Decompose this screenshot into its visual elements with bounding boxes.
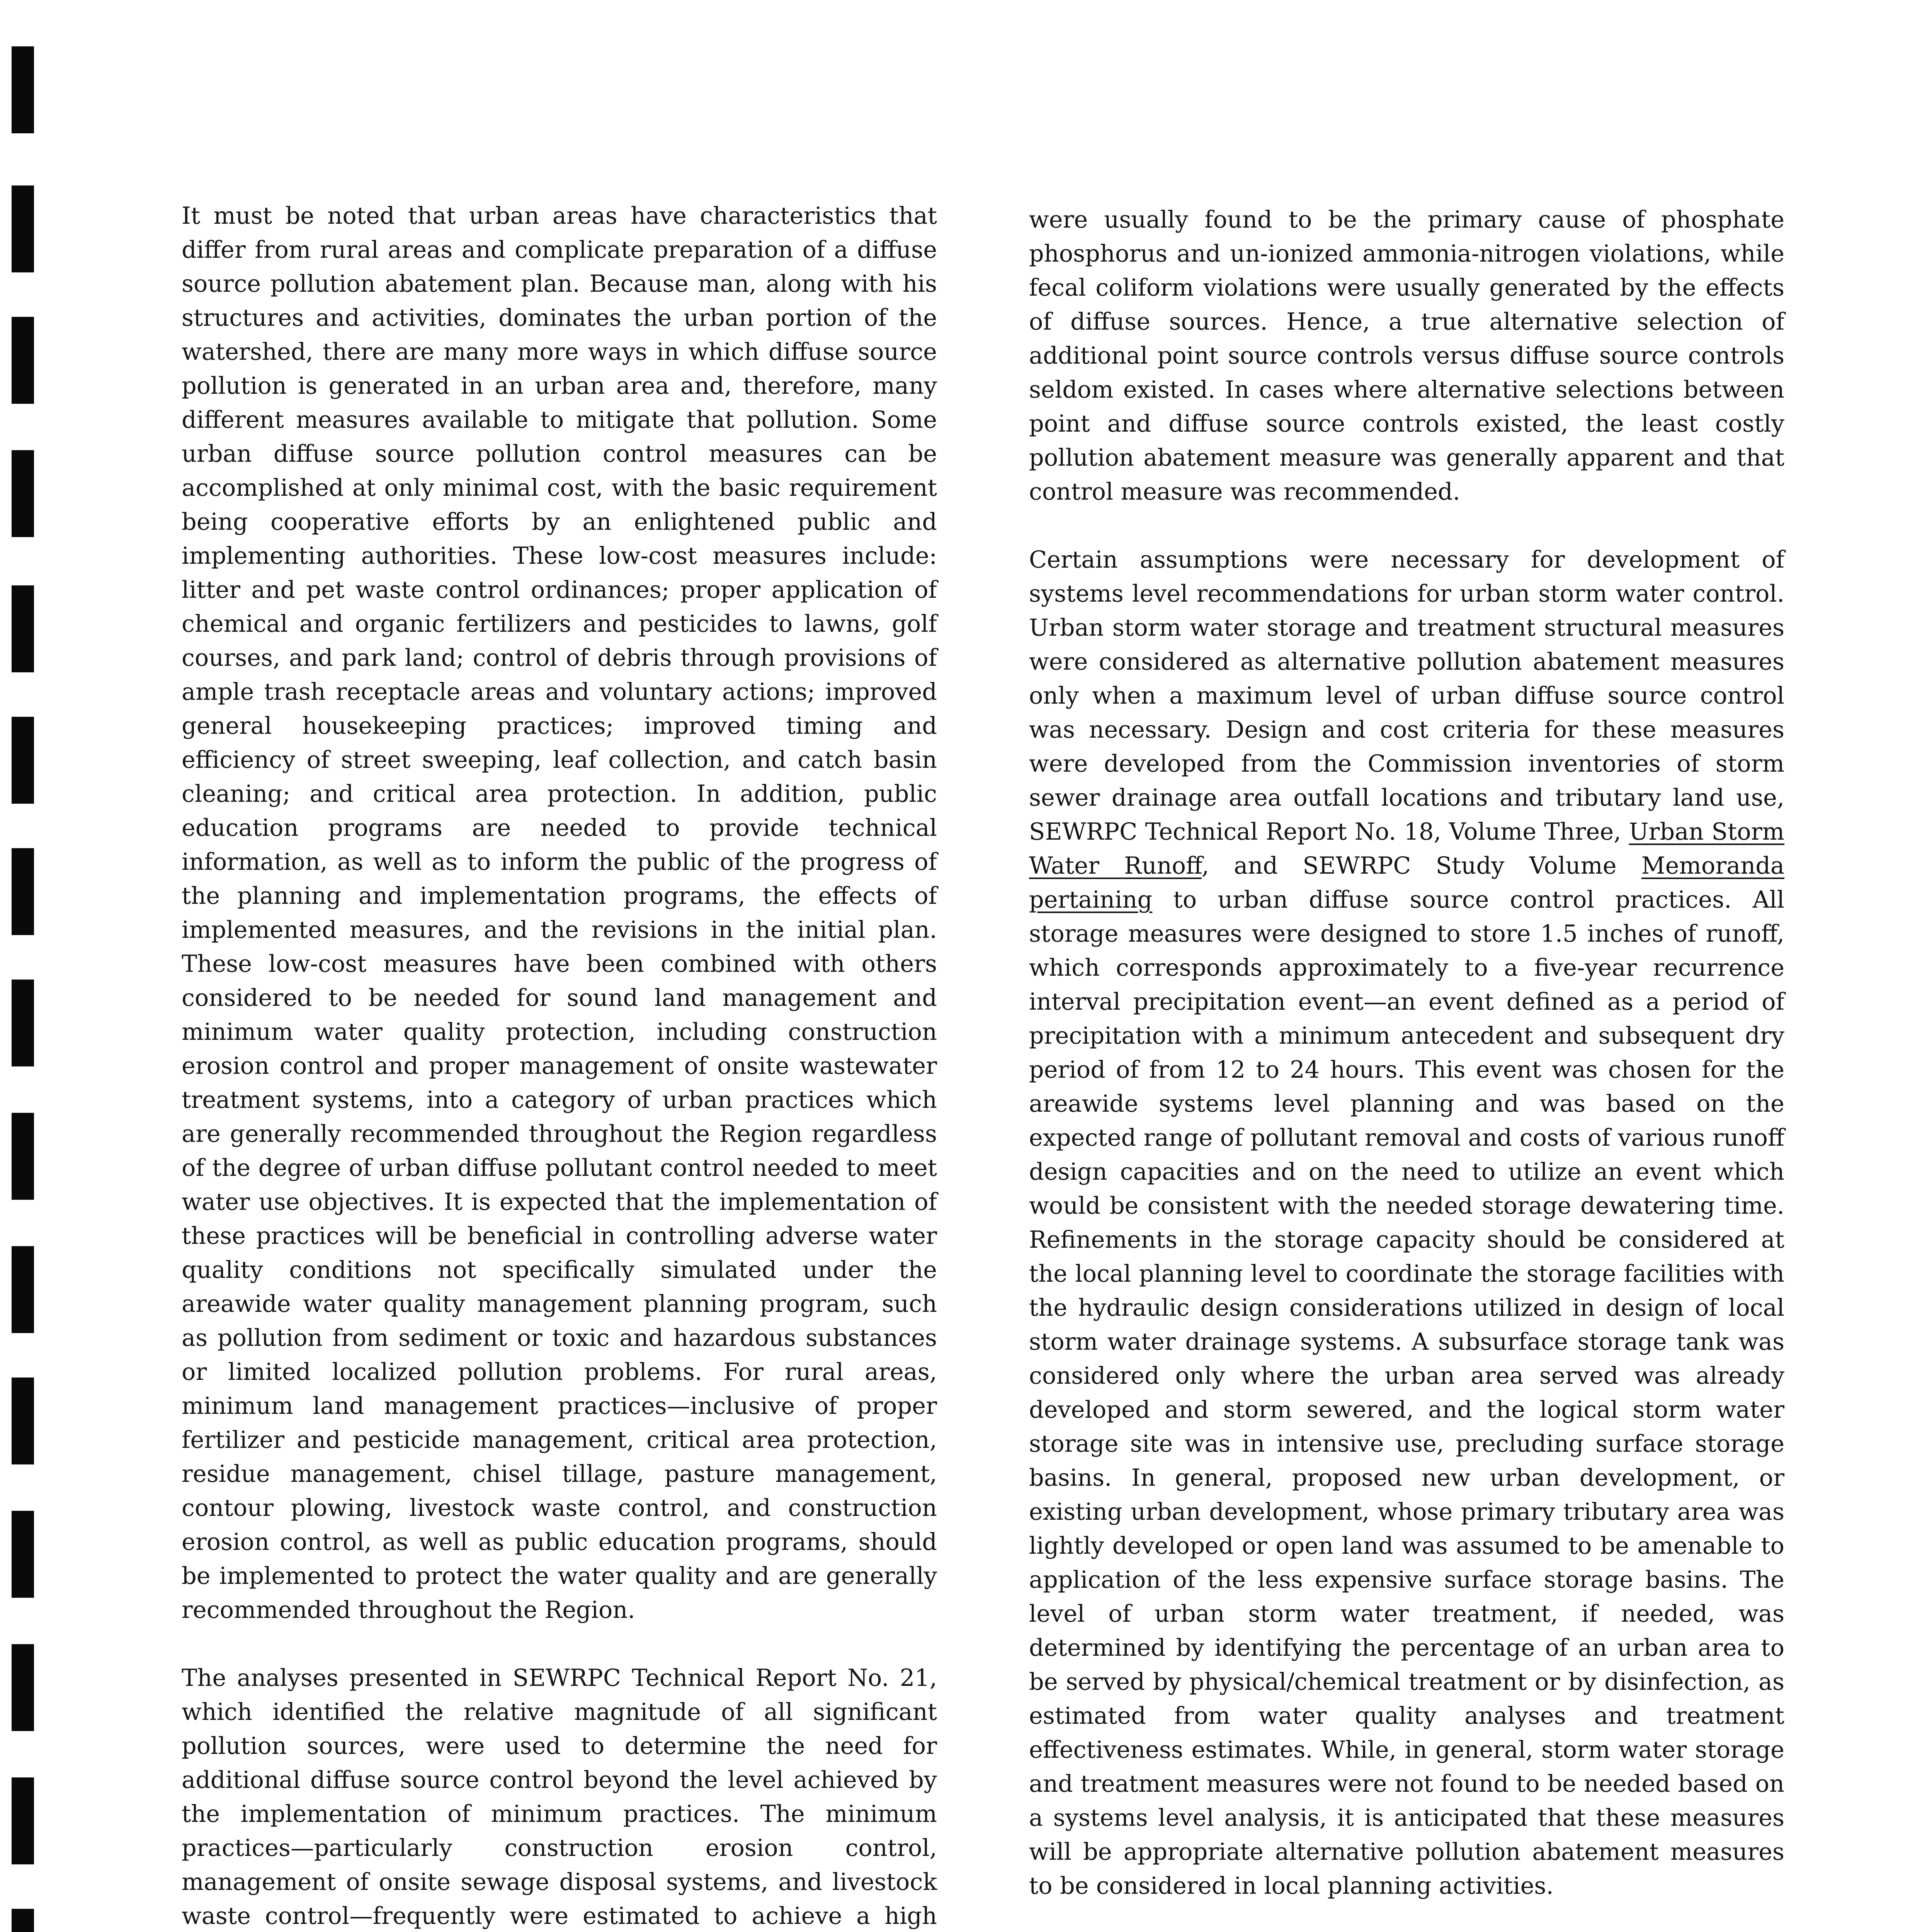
binding-mark xyxy=(12,1113,34,1200)
paragraph xyxy=(1029,543,1784,1903)
binding-mark xyxy=(12,450,34,537)
report-title: Urban Storm Water Runoff xyxy=(1029,818,1784,879)
binding-mark xyxy=(12,848,34,935)
paragraph: The analyses presented in SEWRPC Technical Report No. 21, which identified the relative magnitude of all significant pollution sources, were used to determine the need for additional diffuse source control beyond the level achieved by the implementation of minimum practices. The minimum practices—particularly construction erosion control, management of onsite sewage disposal systems, and livestock waste control—frequently were estimated to achieve a high xyxy=(182,1665,937,1930)
binding-mark xyxy=(12,1644,34,1731)
binding-mark xyxy=(12,46,34,133)
report-title: Memoranda pertaining xyxy=(1029,852,1784,913)
left-column xyxy=(182,199,937,1932)
right-column xyxy=(1029,203,1784,1932)
binding-mark xyxy=(12,585,34,672)
binding-marks xyxy=(12,0,34,1932)
binding-mark xyxy=(12,1777,34,1864)
text-run: Certain assumptions were necessary for development of systems level recommendations for urban storm water control. Urban storm water storage and treatment structural measures were considered as alternative pollution abatement measures only when a maximum level of urban diffuse source control was necessary. Design and cost criteria for these measures were developed from the Commission inventories of storm sewer drainage area outfall locations and tributary land use, SEWRPC Technical Report No. 18, Volume Three, xyxy=(1029,546,1784,845)
binding-mark xyxy=(12,1378,34,1464)
text-run: to urban diffuse source control practices. All storage measures were designed to store 1.5 inches of runoff, which corresponds approximately to a five-year recurrence interval precipitation event—an event defined as a period of precipitation with a minimum antecedent and subsequent dry period of from 12 to 24 hours. This event was chosen for the areawide systems level planning and was based on the expected range of pollutant removal and costs of various runoff design capacities and on the need to utilize an event which would be consistent with the needed storage dewatering time. Refinements in the storage capacity should be considered at the local planning level to coordinate the storage facilities with the hydraulic design considerations utilized in design of local storm water drainage systems. A subsurface storage tank was considered only where the urban area served was already developed and storm sewered, and the logical storm water storage site was in intensive use, precluding surface storage basins. In general, proposed new urban development, or existing urban development, whose primary tributary area was lightly developed or open land was assumed to be amenable to application of the less expensive surface storage basins. The level of urban storm water treatment, if needed, was determined by identifying the percentage of an urban area to be served by physical/chemical treatment or by disinfection, as estimated from water quality analyses and treatment effectiveness estimates. While, in general, storm water storage and treatment measures were not found to be needed based on a systems level analysis, it is anticipated that these measures will be appropriate alternative pollution abatement measures to be considered in local planning activities. xyxy=(1029,886,1784,1900)
binding-mark xyxy=(12,717,34,804)
binding-mark xyxy=(12,1246,34,1333)
paragraph: It must be noted that urban areas have characteristics that differ from rural areas and complicate preparation of a diffuse source pollution abatement plan. Because man, along with his structures and activities, dominates the urban portion of the watershed, there are many more ways in which diffuse source pollution is generated in an urban area and, therefore, many different measures available to mitigate that pollution. Some urban diffuse source pollution control measures can be accomplished at only minimal cost, with the basic requirement being cooperative efforts by an enlightened public and implementing authorities. These low-cost measures include: litter and pet waste control ordinances; proper application of chemical and organic fertilizers and pesticides to lawns, golf courses, and park land; control of debris through provisions of ample trash receptacle areas and voluntary actions; improved general housekeeping practices; improved timing and efficiency of street sweeping, leaf collection, and catch basin cleaning; and critical area protection. In addition, public education programs are needed to provide technical information, as well as to inform the public of the progress of the planning and implementation programs, the effects of implemented measures, and the revisions in the initial plan. These low-cost measures have been combined with others considered to be needed for sound land management and minimum water quality protection, including construction erosion control and proper management of onsite wastewater treatment systems, into a category of urban practices which are generally recommended throughout the Region regardless of the degree of urban diffuse pollutant control needed to meet water use objectives. It is expected that the implementation of these practices will be beneficial in controlling adverse water quality conditions not specifically simulated under the areawide water quality management planning program, such as pollution from sediment or toxic and hazardous substances or limited localized pollution problems. For rural areas, minimum land management practices—inclusive of proper fertilizer and pesticide management, critical area protection, residue management, chisel tillage, pasture management, contour plowing, livestock waste control, and construction erosion control, as well as public education programs, should be implemented to protect the water quality and are generally recommended throughout the Region. xyxy=(182,202,937,1624)
binding-mark xyxy=(12,1909,34,1932)
paragraph: were usually found to be the primary cause of phosphate phosphorus and un-ionized ammonia-nitrogen violations, while fecal coliform violations were usually generated by the effects of diffuse sources. Hence, a true alternative selection of additional point source controls versus diffuse source controls seldom existed. In cases where alternative selections between point and diffuse source controls existed, the least costly pollution abatement measure was generally apparent and that control measure was recommended. xyxy=(1029,206,1784,505)
text-run: , and SEWRPC Study Volume xyxy=(1201,852,1641,879)
binding-mark xyxy=(12,317,34,404)
binding-mark xyxy=(12,980,34,1066)
binding-mark xyxy=(12,1511,34,1598)
binding-mark xyxy=(12,185,34,272)
